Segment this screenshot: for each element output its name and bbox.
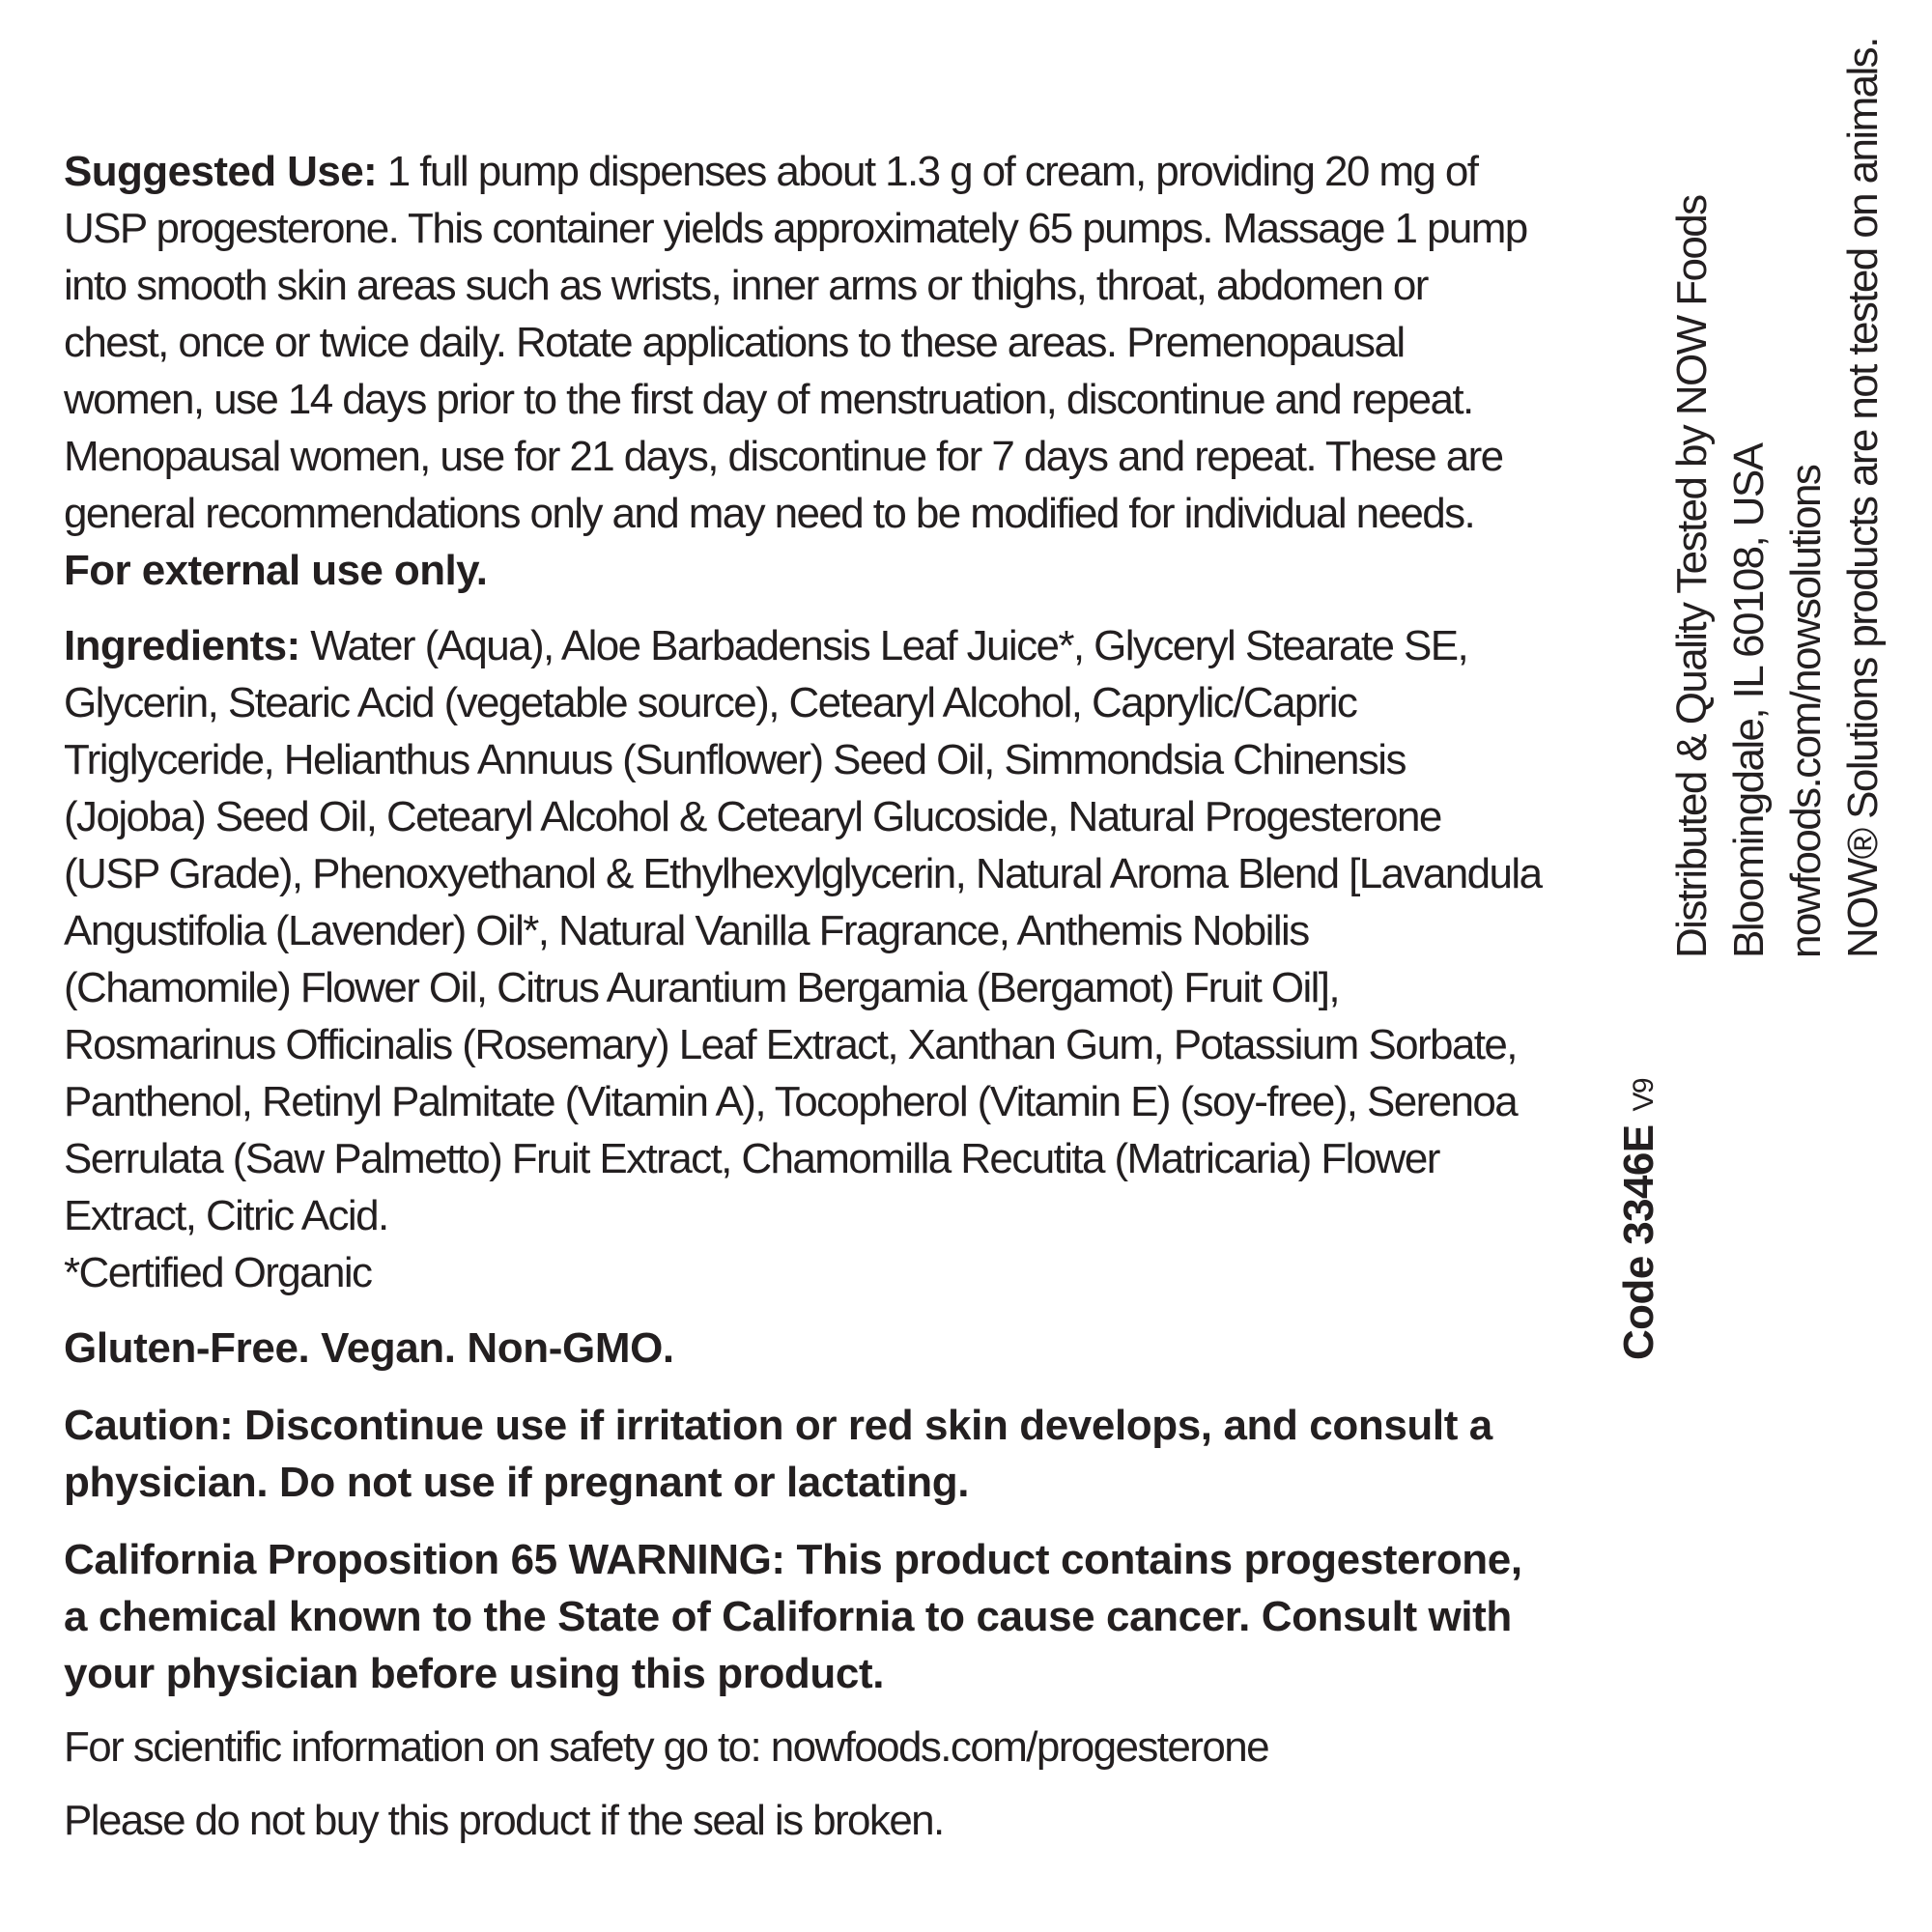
product-code: Code 3346E [1615, 1124, 1662, 1360]
suggested-use-text: 1 full pump dispenses about 1.3 g of cream, providing 20 mg of USP progesterone. This container yields approximately 65 pumps. Massage 1 pump into smooth skin areas such as wrists, inner arms or thighs, throat, abdomen or chest, once or twice daily. Rotate applications to these areas. Premenopausal women, use 14 days prior to the first day of menstruation, discontinue and repeat. Menopausal women, use for 21 days, discontinue for 7 days and repeat. These are general recommendations only and may need to be modified for individual needs. [64, 148, 1527, 537]
product-version: V9 [1628, 1079, 1660, 1112]
distributor-address: Bloomingdale, IL 60108, USA [1725, 443, 1773, 958]
suggested-use-label: Suggested Use: [64, 148, 378, 195]
distributor-block [1663, 38, 1891, 958]
safety-info-line: For scientific information on safety go to: nowfoods.com/progesterone [64, 1723, 1268, 1771]
animal-testing-statement: NOW® Solutions products are not tested on animals. [1839, 38, 1887, 958]
dietary-claims: Gluten-Free. Vegan. Non-GMO. [64, 1324, 674, 1372]
ingredients-label: Ingredients: [64, 622, 300, 669]
caution-statement: Caution: Discontinue use if irritation or red skin develops, and consult a physician. Do not use if pregnant or lactating. [64, 1402, 1492, 1506]
suggested-use-paragraph [64, 143, 1542, 599]
ingredients-paragraph [64, 617, 1542, 1244]
ingredients-list: Water (Aqua), Aloe Barbadensis Leaf Juice*, Glyceryl Stearate SE, Glycerin, Stearic Acid (vegetable source), Cetearyl Alcohol, Caprylic/Capric Triglyceride, Helianthus Annuus (Sunflower) Seed Oil, Simmondsia Chinensis (Jojoba) Seed Oil, Cetearyl Alcohol & Cetearyl Glucoside, Natural Progesterone (USP Grade), Phenoxyethanol & Ethylhexylglycerin, Natural Aroma Blend [Lavandula Angustifolia (Lavender) Oil*, Natural Vanilla Fragrance, Anthemis Nobilis (Chamomile) Flower Oil, Citrus Aurantium Bergamia (Bergamot) Fruit Oil], Rosmarinus Officinalis (Rosemary) Leaf Extract, Xanthan Gum, Potassium Sorbate, Panthenol, Retinyl Palmitate (Vitamin A), Tocopherol (Vitamin E) (soy-free), Serenoa Serrulata (Saw Palmetto) Fruit Extract, Chamomilla Recutita (Matricaria) Flower Extract, Citric Acid. [64, 622, 1542, 1239]
label-main-text [64, 143, 1542, 1849]
external-use-warning: For external use only. [64, 547, 488, 594]
product-code-block [1615, 1079, 1668, 1360]
prop65-warning: California Proposition 65 WARNING: This product contains progesterone, a chemical known to the State of California to cause cancer. Consult with your physician before using this product. [64, 1536, 1522, 1697]
seal-notice: Please do not buy this product if the seal is broken. [64, 1797, 944, 1844]
distributor-line: Distributed & Quality Tested by NOW Foods [1668, 195, 1716, 958]
distributor-website: nowfoods.com/nowsolutions [1782, 465, 1830, 958]
certified-organic-footnote: *Certified Organic [64, 1249, 372, 1296]
